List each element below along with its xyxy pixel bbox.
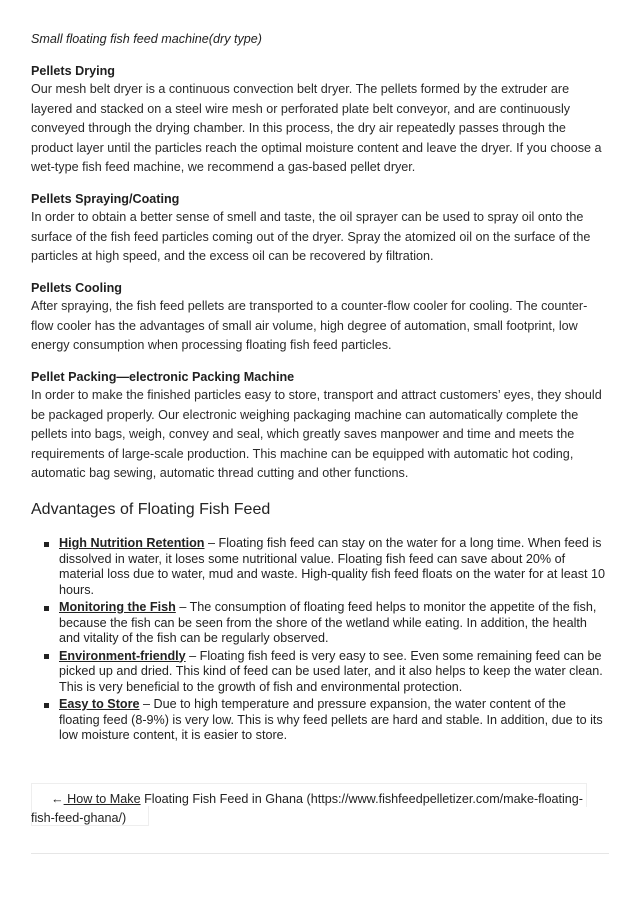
section-pellets-drying [31,62,609,178]
arrow-left-icon: ← [51,792,64,806]
square-bullet-icon [44,606,49,611]
advantage-name: High Nutrition Retention [59,536,205,550]
advantage-text: – Floating fish feed can stay on the water for a long time. When feed is dissolved in water, it loses some nutritional value. Floating fish feed can save about 20% of material loss due to water, mud and waste. High-quality fish feed floats on the water for at least 10 hours. [59,536,606,597]
advantage-name: Easy to Store [59,697,140,711]
image-caption: Small floating fish feed machine(dry type) [31,32,262,46]
list-item [43,649,609,696]
previous-post-link[interactable] [31,790,591,827]
section-pellets-spraying [31,190,609,267]
square-bullet-icon [44,542,49,547]
list-item [43,600,609,647]
square-bullet-icon [44,703,49,708]
list-item [43,536,609,598]
section-body: After spraying, the fish feed pellets are transported to a counter-flow cooler for cooling. The counter-flow cooler has the advantages of small air volume, high degree of automation, small footprint, low energy consumption when processing floating fish feed particles. [31,299,588,352]
footer-divider [31,853,609,854]
previous-post-link-rest[interactable]: Floating Fish Feed in Ghana (https://www.fishfeedpelletizer.com/make-floating-fish-feed-ghana/) [31,792,583,825]
section-body: In order to obtain a better sense of smell and taste, the oil sprayer can be used to spray oil onto the surface of the fish feed particles coming out of the dryer. Spray the atomized oil on the surface of the particles at high speed, and the excess oil can be recovered by filtration. [31,210,591,263]
advantage-text: – Floating fish feed is very easy to see. Even some remaining feed can be picked up and dried. This kind of feed can be used later, and it also helps to keep the water clean. This is very beneficial to the growth of fish and environmental protection. [59,648,603,694]
advantage-text: – Due to high temperature and pressure expansion, the water content of the floating feed (8-9%) is very low. This is why feed pellets are hard and stable. In addition, due to its low moisture content, it is easier to store. [59,697,603,742]
advantage-text: – The consumption of floating feed helps to monitor the appetite of the fish, because the fish can be seen from the shore of the wetland while eating. In addition, the health and vitality of the fish can be regularly observed. [59,600,597,645]
advantages-heading: Advantages of Floating Fish Feed [31,501,271,518]
section-body: Our mesh belt dryer is a continuous convection belt dryer. The pellets formed by the extruder are layered and stacked on a steel wire mesh or perforated plate belt conveyor, and are continuously conveyed through the drying chamber. In this process, the dry air repeatedly passes through the product layer until the particles reach the optimal moisture content and leave the dryer. If you choose a wet-type fish feed machine, we recommend a gas-based pellet dryer. [31,82,602,174]
section-title: Pellets Cooling [31,281,122,295]
section-pellets-cooling [31,279,609,356]
section-title: Pellets Drying [31,64,115,78]
section-body: In order to make the finished particles easy to store, transport and attract customers’ eyes, they should be packaged properly. Our electronic weighing packaging machine can automatically complete the pellets into bags, weigh, convey and seal, which greatly saves manpower and time and meets the requirements of large-scale production. This machine can be equipped with automatic hot coding, automatic bag sewing, automatic thread cutting and other functions. [31,388,602,480]
advantage-name: Monitoring the Fish [59,600,176,614]
section-pellet-packing [31,368,609,484]
section-title: Pellet Packing—electronic Packing Machine [31,370,295,384]
section-title: Pellets Spraying/Coating [31,192,180,206]
list-item [43,697,609,744]
advantages-list [43,536,609,746]
advantage-name: Environment-friendly [59,648,186,663]
previous-post-link-text[interactable]: How to Make [63,792,141,806]
square-bullet-icon [44,654,49,659]
